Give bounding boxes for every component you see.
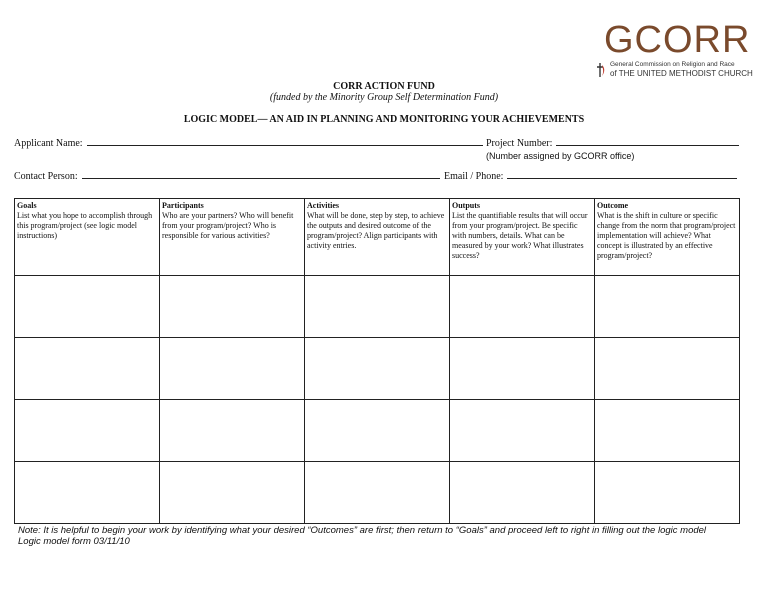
applicant-name-input[interactable] <box>87 136 483 146</box>
project-number-field <box>486 136 739 149</box>
table-cell[interactable] <box>160 462 305 524</box>
table-cell[interactable] <box>15 338 160 400</box>
table-cell[interactable] <box>15 462 160 524</box>
column-description: List the quantifiable results that will occur from your program/project. Be specific with numbers, details. What can be measured by your work? What illustrates success? <box>452 211 588 260</box>
document-subtitle <box>0 92 768 103</box>
logo-line-1: General Commission on Religion and Race <box>610 61 735 68</box>
email-phone-field <box>444 169 737 182</box>
logo-wordmark: GCORR <box>604 19 751 61</box>
table-cell[interactable] <box>595 400 740 462</box>
column-description: What is the shift in culture or specific change from the norm that program/project implementation will achieve? What concept is illustrated by an effective program/project? <box>597 211 736 260</box>
column-title: Outputs <box>452 201 481 210</box>
goals-header <box>15 199 160 276</box>
logo-line-2: of THE UNITED METHODIST CHURCH <box>610 69 753 78</box>
table-row <box>15 276 740 338</box>
table-cell[interactable] <box>305 276 450 338</box>
email-phone-label: Email / Phone: <box>444 171 504 182</box>
column-description: What will be done, step by step, to achieve the outputs and desired outcome of the program/project? Align participants with activity entries. <box>307 211 445 250</box>
section-title: LOGIC MODEL— AN AID IN PLANNING AND MONITORING YOUR ACHIEVEMENTS <box>183 114 585 125</box>
form-id: Logic model form 03/11/10 <box>18 536 130 547</box>
table-cell[interactable] <box>450 462 595 524</box>
column-title: Activities <box>307 201 339 210</box>
table-cell[interactable] <box>595 338 740 400</box>
subtitle-text: (funded by the Minority Group Self Determination Fund) <box>269 92 499 103</box>
table-cell[interactable] <box>450 400 595 462</box>
logic-model-table <box>14 198 740 524</box>
footer-note: Note: It is helpful to begin your work by identifying what your desired “Outcomes” are first; then return to “Goals” and proceed left to right in filling out the logic model <box>18 525 707 536</box>
outputs-header <box>450 199 595 276</box>
table-cell[interactable] <box>450 276 595 338</box>
table-header-row <box>15 199 740 276</box>
table-row <box>15 338 740 400</box>
gcorr-logo <box>596 19 753 84</box>
table-cell[interactable] <box>160 276 305 338</box>
table-cell[interactable] <box>305 338 450 400</box>
applicant-name-field <box>14 136 483 149</box>
logo-subtitle <box>610 60 753 78</box>
table-cell[interactable] <box>160 338 305 400</box>
contact-person-field <box>14 169 440 182</box>
table-cell[interactable] <box>595 462 740 524</box>
column-description: Who are your partners? Who will benefit from your program/project? Who is responsible for various activities? <box>162 211 294 240</box>
column-title: Goals <box>17 201 37 210</box>
table-cell[interactable] <box>160 400 305 462</box>
column-description: List what you hope to accomplish through this program/project (see logic model instructions) <box>17 211 153 240</box>
table-cell[interactable] <box>15 276 160 338</box>
email-phone-input[interactable] <box>507 169 737 179</box>
contact-person-label: Contact Person: <box>14 171 78 182</box>
table-cell[interactable] <box>305 462 450 524</box>
table-cell[interactable] <box>450 338 595 400</box>
applicant-name-label: Applicant Name: <box>14 138 83 149</box>
table-row <box>15 400 740 462</box>
column-title: Participants <box>162 201 204 210</box>
project-number-note: (Number assigned by GCORR office) <box>486 151 635 161</box>
project-number-label: Project Number: <box>486 138 553 149</box>
cross-flame-icon <box>596 62 606 78</box>
document-title: CORR ACTION FUND <box>333 81 435 92</box>
table-cell[interactable] <box>595 276 740 338</box>
project-number-input[interactable] <box>556 136 739 146</box>
outcome-header <box>595 199 740 276</box>
table-cell[interactable] <box>305 400 450 462</box>
footer <box>18 525 758 547</box>
participants-header <box>160 199 305 276</box>
table-cell[interactable] <box>15 400 160 462</box>
contact-person-input[interactable] <box>82 169 440 179</box>
column-title: Outcome <box>597 201 629 210</box>
activities-header <box>305 199 450 276</box>
table-row <box>15 462 740 524</box>
